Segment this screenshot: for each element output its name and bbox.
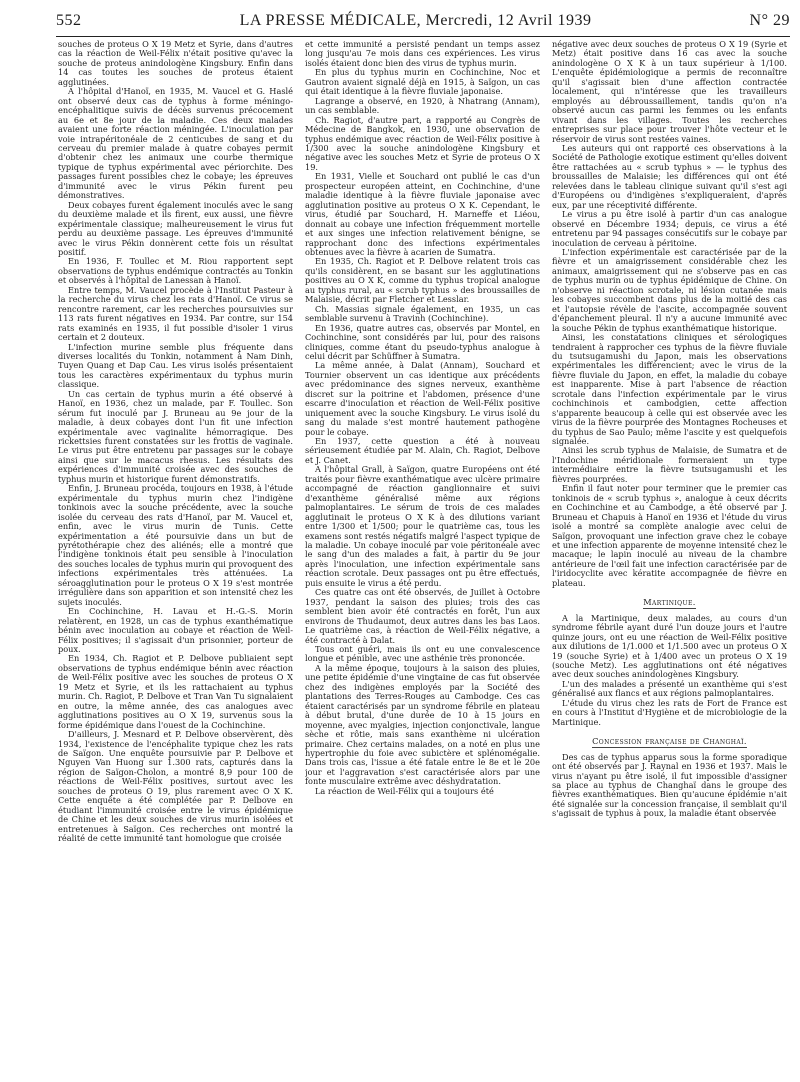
- paragraph: A l'hôpital d'Hanoï, en 1935, M. Vaucel et G. Haslé ont observé deux cas de typhus à forme méningo-encéphalitique suivis de décès survenus précocement au 6e et 8e jour de la maladie. Ces deux malades avaient une forte réaction méningée. L'inoculation par voie intrapéritonéale de 2 centicubes de sang et du cerveau du premier malade à quatre cobayes permit d'obtenir chez les animaux une courbe thermique typique de typhus expérimental avec périorchite. Des passages furent possibles chez le cobaye; les épreuves d'immunité avec le virus Pékin furent peu démonstratives.: [58, 86, 293, 201]
- text-column-left: [58, 40, 293, 1076]
- paragraph: Tous ont guéri, mais ils ont eu une convalescence longue et pénible, avec une asthénie très prononcée.: [305, 644, 540, 664]
- journal-masthead: [240, 12, 592, 30]
- page-header: [56, 6, 790, 36]
- paragraph: Ch. Massias signale également, en 1935, un cas semblable survenu à Travinh (Cochinchine).: [305, 303, 540, 324]
- paragraph: En 1934, Ch. Ragiot et P. Delbove publiaient sept observations de typhus endémique bénin avec réaction de Weil-Félix positive avec les souches de proteus O X 19 Metz et Syrie, et ils les rattachaient au typhus murin. Ch. Ragiot, P. Delbove et Tran Van Tu signalaient en outre, la même année, des cas analogues avec agglutinations positives au O X 19, survenus sous la forme épidémique dans l'ouest de la Cochinchine.: [58, 653, 293, 730]
- paragraph: Ainsi, les constatations cliniques et sérologiques tendraient à rapprocher ces typhus de la fièvre fluviale du tsutsugamushi du Japon, mais les observations expérimentales les différencient; avec le virus de la fièvre fluviale du Japon, en effet, la maladie du cobaye est inapparente. Mise à part l'absence de réaction scrotale dans l'infection expérimentale par le virus cochinchinois et cambodgien, cette affection s'apparente beaucoup à celle qui est observée avec les virus de la fièvre pourprée des Montagnes Rocheuses et du typhus de Sao Paulo; même l'ascite y est quelquefois signalée.: [552, 332, 787, 447]
- paragraph: Enfin, J. Bruneau procéda, toujours en 1938, à l'étude expérimentale du typhus murin chez l'indigène tonkinois avec la souche précédente, avec la souche isolée du cerveau des rats d'Hanoï, par M. Vaucel et, enfin, avec le virus murin de Tunis. Cette expérimentation a été poursuivie dans un but de pyrétothérapie chez des aliénés; elle a montré que l'indigène tonkinois était peu sensible à l'inoculation des souches locales de typhus murin qui provoquent des infections expérimentales très atténuées. La séroagglutination pour le proteus O X 19 s'est montrée irrégulière dans son apparition et son intensité chez les sujets inoculés.: [58, 483, 293, 607]
- paragraph: Entre temps, M. Vaucel procède à l'Institut Pasteur à la recherche du virus chez les rats d'Hanoï. Ce virus se rencontre rarement, car les recherches poursuivies sur 113 rats furent négatives en 1934. Par contre, sur 154 rats examinés en 1935, il fut possible d'isoler 1 virus certain et 2 douteux.: [58, 284, 293, 343]
- paragraph: Un cas certain de typhus murin a été observé à Hanoï, en 1936, chez un malade, par F. Toullec. Son sérum fut inoculé par J. Bruneau au 9e jour de la maladie, à deux cobayes dont l'un fit une infection expérimentale avec vaginalite hémorragique. Des rickettsies furent constatées sur les frottis de vaginale. Le virus put être entretenu par passages sur le cobaye ainsi que sur le macacus rhesus. Les résultats des expériences d'immunité croisée avec des souches de typhus murin et historique furent démonstratifs.: [58, 388, 293, 484]
- paragraph: La réaction de Weil-Félix qui a toujours été: [315, 785, 494, 796]
- section-heading-changhai: Concession française de Changhaï.: [592, 736, 747, 747]
- paragraph: En 1936, F. Toullec et M. Riou rapportent sept observations de typhus endémique contractés au Tonkin et observés à l'hôpital de Lanessan à Hanoï.: [58, 256, 293, 286]
- paragraph: Les auteurs qui ont rapporté ces observations à la Société de Pathologie exotique estiment qu'elles doivent être rattachées au « scrub typhus » — le typhus des broussailles de Malaisie; les différences qui ont été relevées dans le tableau clinique suivant qu'il s'est agi d'Européens ou d'indigènes s'expliqueraient, d'après eux, par une réceptivité différente.: [552, 142, 787, 210]
- paragraph: A l'hôpital Grall, à Saïgon, quatre Européens ont été traités pour fièvre exanthématique avec ulcère primaire accompagné de réaction ganglionnaire et suivi d'exanthème généralisé même aux régions palmoplantaires. Le sérum de trois de ces malades agglutinait le proteus O X K à des dilutions variant entre 1/300 et 1/500; pour le quatrième cas, tous les examens sont restés négatifs malgré l'aspect typique de la maladie. Un cobaye inoculé par voie péritonéale avec le sang d'un des malades a fait, à partir du 9e jour après l'inoculation, une infection expérimentale sans réaction scrotale. Deux passages ont pu être effectués, puis ensuite le virus a été perdu.: [305, 464, 540, 588]
- paragraph: L'infection expérimentale est caractérisée par de la fièvre et un amaigrissement considérable chez les animaux, amaigrissement qui ne s'observe pas en cas de typhus murin ou de typhus épidémique de Chine. On n'observe ni réaction scrotale, ni lésion cutanée mais les cobayes succombent dans plus de la moitié des cas et l'autopsie révèle de l'ascite, accompagnée souvent d'épanchement pleural. Il n'y a aucune immunité avec la souche Pékin de typhus exanthématique historique.: [552, 246, 787, 333]
- paragraph: négative avec deux souches de proteus O X 19 (Syrie et Metz) était positive dans 16 cas avec la souche anindologène O X K à un taux supérieur à 1/100. L'enquête épidémiologique a permis de reconnaître qu'il s'agissait bien d'une affection contractée localement, qui n'intéresse que les travailleurs employés au débroussaillement, tandis qu'on n'a observé aucun cas parmi les femmes ou les enfants vivant dans les villages. Toutes les recherches entreprises sur place pour trouver l'hôte vecteur et le réservoir de virus sont restées vaines.: [552, 40, 787, 144]
- paragraph: En plus du typhus murin en Cochinchine, Noc et Gautron avaient signalé déjà en 1915, à Saïgon, un cas qui était identique à la fièvre fluviale japonaise.: [305, 67, 540, 97]
- paragraph: L'étude du virus chez les rats de Fort de France est en cours à l'Institut d'Hygiène et de microbiologie de la Martinique.: [552, 697, 787, 727]
- paragraph: En 1931, Vielle et Souchard ont publié le cas d'un prospecteur européen atteint, en Cochinchine, d'une maladie identique à la fièvre fluviale japonaise avec agglutination positive au proteus O X K. Cependant, le virus, étudié par Souchard, H. Marneffe et Liéou, donnait au cobaye une infection fréquemment mortelle et aux singes une infection relativement bénigne, se rapprochant donc des infections expérimentales obtenues avec la fièvre à acarien de Sumatra.: [305, 171, 540, 257]
- paragraph: En 1935, Ch. Ragiot et P. Delbove relatent trois cas qu'ils considèrent, en se basant sur les agglutinations positives au O X K, comme du typhus tropical analogue au typhus rural, au « scrub typhus » des broussailles de Malaisie, décrit par Fletcher et Lesslar.: [305, 256, 540, 305]
- paragraph: Le virus a pu être isolé à partir d'un cas analogue observé en Décembre 1934; depuis, ce virus a été entretenu par 94 passages consécutifs sur le cobaye par inoculation de cerveau à péritoine.: [552, 209, 787, 248]
- text-column-middle: [305, 40, 540, 1076]
- paragraph: A la même époque, toujours à la saison des pluies, une petite épidémie d'une vingtaine de cas fut observée chez des indigènes employés par la Société des plantations des Terres-Rouges au Cambodge. Ces cas étaient caractérisés par un syndrome fébrile en plateau à début brutal, d'une durée de 10 à 15 jours en moyenne, avec myalgies, injection conjonctivale, langue sèche et rôtie, mais sans exanthème ni ulcération primaire. Chez certains malades, on a noté en plus une hypertrophie du foie avec subictère et splénomégalie. Dans trois cas, l'issue a été fatale entre le 8e et le 20e jour et l'aggravation s'est caractérisée alors par une fonte musculaire extrême avec déshydratation.: [305, 662, 540, 787]
- paragraph: et cette immunité a persisté pendant un temps assez long jusqu'au 7e mois dans ces expériences. Les virus isolés étaient donc bien des virus de typhus murin.: [305, 40, 540, 68]
- journal-title: LA PRESSE MÉDICALE,: [239, 12, 422, 29]
- text-column-right: [552, 40, 787, 1076]
- issue-number: N° 29: [749, 12, 790, 29]
- paragraph: Deux cobayes furent également inoculés avec le sang du deuxième malade et ils firent, eux aussi, une fièvre expérimentale classique; malheureusement le virus fut perdu au deuxième passage. Les épreuves d'immunité avec le virus Pékin donnèrent cette fois un résultat positif.: [58, 199, 293, 257]
- paragraph: Ces quatre cas ont été observés, de Juillet à Octobre 1937, pendant la saison des pluies; trois des cas semblent bien avoir été contractés en forêt, l'un aux environs de Thudaumot, deux autres dans les bas Laos. Le quatrième cas, à réaction de Weil-Félix négative, a été contracté à Dalat.: [305, 587, 540, 645]
- paragraph: En 1936, quatre autres cas, observés par Montel, en Cochinchine, sont considérés par lui, pour des raisons cliniques, comme étant du pseudo-typhus analogue à celui décrit par Schüffner à Sumatra.: [305, 322, 540, 361]
- header-rule: [56, 36, 790, 37]
- paragraph: Enfin il faut noter pour terminer que le premier cas tonkinois de « scrub typhus », analogue à ceux décrits en Cochinchine et au Cambodge, a été observé par J. Bruneau et Chapuis à Hanoï en 1936 et l'étude du virus isolé a montré sa complète analogie avec celui de Saïgon, provoquant une infection grave chez le cobaye et une infection apparente de moyenne intensité chez le macaque; le lapin inoculé au niveau de la chambre antérieure de l'œil fait une infection caractérisée par de l'iridocyclite avec kératite accompagnée de fièvre en plateau.: [552, 483, 787, 588]
- paragraph: A la Martinique, deux malades, au cours d'un syndrome fébrile ayant duré l'un douze jours et l'autre quinze jours, ont eu une réaction de Weil-Félix positive aux dilutions de 1/1.000 et 1/1.500 avec un proteus O X 19 (souche Syrie) et à 1/400 avec un proteus O X 19 (souche Metz). Les agglutinations ont été négatives avec deux souches anindologènes Kingsbury.: [552, 612, 787, 680]
- paragraph: Lagrange a observé, en 1920, à Nhatrang (Annam), un cas semblable.: [305, 95, 540, 116]
- paragraph: L'un des malades a présenté un exanthème qui s'est généralisé aux flancs et aux régions palmoplantaires.: [552, 678, 787, 699]
- paragraph: Des cas de typhus apparus sous la forme sporadique ont été observés par J. Raynal en 1936 et 1937. Mais le virus n'ayant pu être isolé, il fut impossible d'assigner sa place au typhus de Changhaï dans le groupe des fièvres exanthématiques. Bien qu'aucune épidémie n'ait été signalée sur la concession française, il semblait qu'il s'agissait de typhus à poux, la maladie étant observée: [552, 751, 787, 819]
- page-number: 552: [56, 12, 82, 29]
- paragraph: En Cochinchine, H. Lavau et H.-G.-S. Morin relatèrent, en 1928, un cas de typhus exanthématique bénin avec inoculation au cobaye et réaction de Weil-Félix positives; il s'agissait d'un prisonnier, porteur de poux.: [58, 606, 293, 654]
- paragraph: souches de proteus O X 19 Metz et Syrie, dans d'autres cas la réaction de Weil-Félix n'était positive qu'avec la souche de proteus anindologène Kingsbury. Enfin dans 14 cas toutes les souches de proteus étaient agglutinées.: [58, 40, 293, 87]
- issue-date: Mercredi, 12 Avril 1939: [425, 12, 592, 29]
- paragraph: La même année, à Dalat (Annam), Souchard et Tournier observent un cas identique aux précédents avec prédominance des signes nerveux, exanthème discret sur la poitrine et l'abdomen, présence d'une escarre d'inoculation et réaction de Weil-Félix positive uniquement avec la souche Kingsbury. Le virus isolé du sang du malade s'est montré hautement pathogène pour le cobaye.: [305, 360, 540, 437]
- section-heading-martinique: Martinique.: [643, 597, 696, 608]
- article-body: [58, 40, 788, 1076]
- martinique-section: [552, 614, 787, 727]
- paragraph: L'infection murine semble plus fréquente dans diverses localités du Tonkin, notamment à Nam Dinh, Tuyen Quang et Dap Cau. Les virus isolés présentaient tous les caractères expérimentaux du typhus murin classique.: [58, 341, 293, 390]
- paragraph: D'ailleurs, J. Mesnard et P. Delbove observèrent, dès 1934, l'existence de l'encéphalite typique chez les rats de Saïgon. Une enquête poursuivie par P. Delbove et Nguyen Van Huong sur 1.300 rats, capturés dans la région de Saïgon-Cholon, a montré 8,9 pour 100 de réactions de Weil-Félix positives, surtout avec les souches de proteus O 19, plus rarement avec O X K. Cette enquête a été complétée par P. Delbove en étudiant l'immunité croisée entre le virus épidémique de Chine et les deux souches de virus murin isolées et entretenues à Saïgon. Ces recherches ont montré la réalité de cette immunité tant homologue que croisée: [58, 729, 293, 844]
- right-column-intro: [552, 40, 787, 588]
- paragraph: Ainsi les scrub typhus de Malaisie, de Sumatra et de l'Indochine méridionale formeraient un type intermédiaire entre la fièvre tsutsugamushi et les fièvres pourprées.: [552, 445, 787, 484]
- changhai-section: [552, 753, 787, 819]
- paragraph: Ch. Ragiot, d'autre part, a rapporté au Congrès de Médecine de Bangkok, en 1930, une observation de typhus endémique avec réaction de Weil-Félix positive à 1/300 avec la souche anindologène Kingsbury et négative avec les souches Metz et Syrie de proteus O X 19.: [305, 114, 540, 172]
- paragraph: En 1937, cette question a été à nouveau sérieusement étudiée par M. Alain, Ch. Ragiot, Delbove et J. Canet.: [305, 436, 540, 465]
